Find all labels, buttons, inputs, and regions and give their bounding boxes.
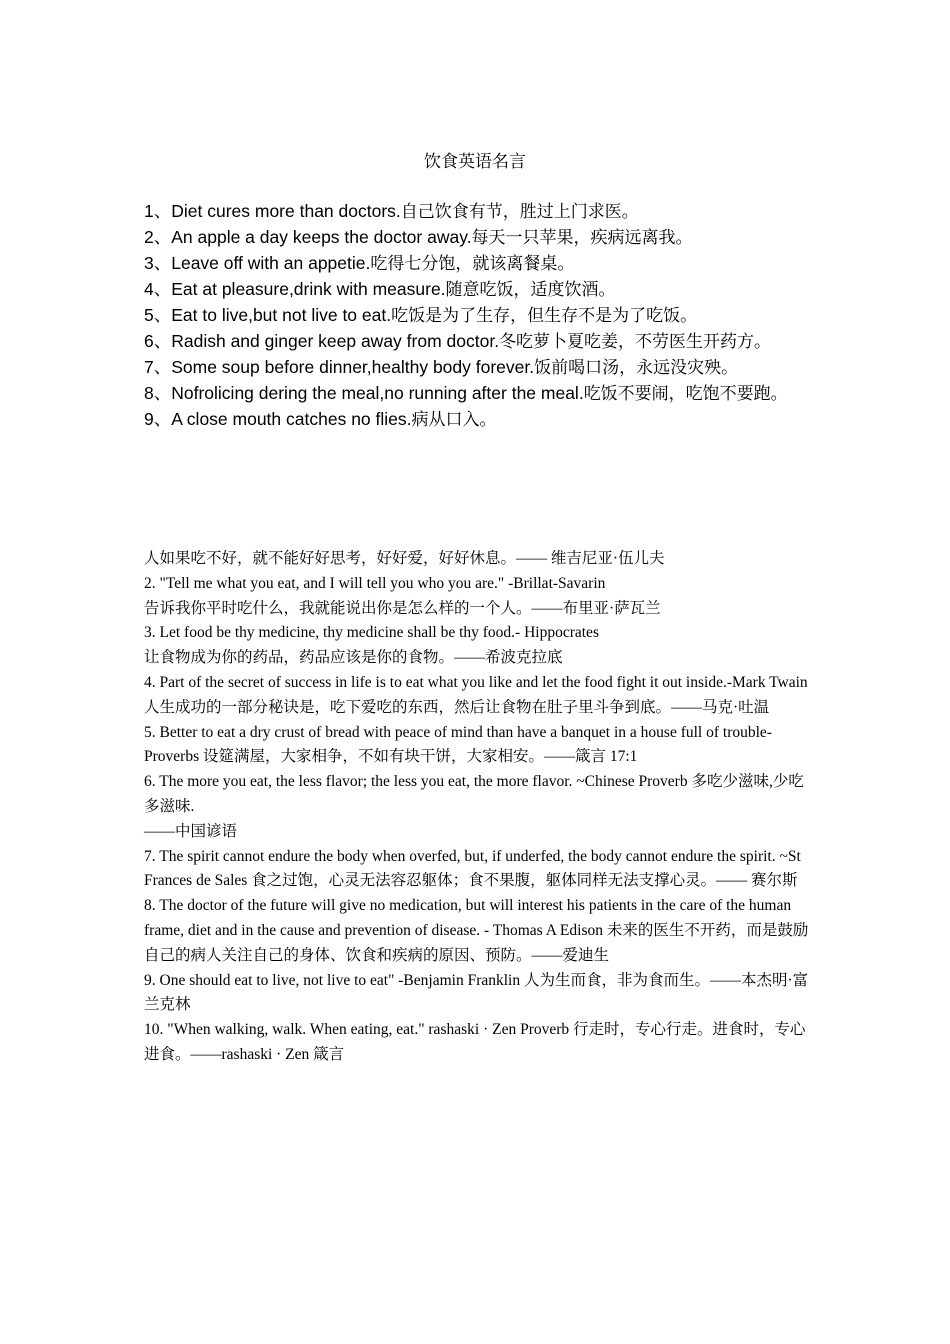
saying-item	[144, 277, 824, 303]
saying-chinese: 每天一只苹果，疾病远离我。	[471, 228, 693, 248]
saying-item	[144, 199, 824, 225]
saying-item	[144, 381, 824, 407]
saying-chinese: 病从口入。	[411, 410, 497, 430]
saying-chinese: 随意吃饭，适度饮酒。	[445, 280, 616, 300]
saying-item	[144, 225, 824, 251]
saying-english: 1、Diet cures more than doctors.	[144, 201, 401, 221]
saying-chinese: 吃得七分饱，就该离餐桌。	[370, 254, 575, 274]
saying-english: 7、Some soup before dinner,healthy body forever.	[144, 357, 535, 377]
saying-item	[144, 329, 824, 355]
saying-chinese: 吃饭不要闹，吃饱不要跑。	[583, 384, 788, 404]
document-title: 饮食英语名言	[424, 152, 526, 172]
quote-paragraph: 7. The spirit cannot endure the body when overfed, but, if underfed, the body cannot endure the spirit. ~St Frances de Sales 食之过饱，心灵无法容忍躯体；食不果腹，躯体同样无法支撑心灵。—— 赛尔斯	[144, 847, 801, 890]
saying-chinese: 冬吃萝卜夏吃姜，不劳医生开药方。	[499, 332, 772, 352]
quote-paragraph: ——中国谚语	[144, 822, 238, 840]
saying-item	[144, 355, 824, 381]
saying-english: 3、Leave off with an appetie.	[144, 253, 371, 273]
saying-item	[144, 407, 824, 433]
saying-chinese: 自己饮食有节，胜过上门求医。	[400, 202, 639, 222]
quote-paragraph: 10. "When walking, walk. When eating, eat." rashaski · Zen Proverb 行走时，专心行走。进食时，专心进食。——rashaski · Zen 箴言	[144, 1021, 806, 1063]
saying-item	[144, 303, 824, 329]
quote-paragraph: 让食物成为你的药品，药品应该是你的食物。——希波克拉底	[144, 649, 563, 667]
quote-paragraph: 5. Better to eat a dry crust of bread with peace of mind than have a banquet in a house full of trouble-Proverbs 设筵满屋，大家相争，不如有块干饼，大家相安。——箴言 17:1	[144, 723, 772, 766]
saying-english: 8、Nofrolicing dering the meal,no running after the meal.	[144, 383, 584, 403]
quote-paragraph: 2. "Tell me what you eat, and I will tell you who you are." -Brillat-Savarin	[144, 574, 606, 592]
saying-english: 9、A close mouth catches no flies.	[144, 409, 412, 429]
sayings-list	[144, 199, 824, 433]
saying-chinese: 饭前喝口汤，永远没灾殃。	[534, 358, 739, 378]
quote-paragraph: 人如果吃不好，就不能好好思考，好好爱，好好休息。—— 维吉尼亚·伍儿夫	[144, 550, 665, 567]
quote-paragraph: 9. One should eat to live, not live to eat" -Benjamin Franklin 人为生而食，非为食而生。——本杰明·富兰克林	[144, 971, 809, 1014]
saying-english: 6、Radish and ginger keep away from doctor.	[144, 331, 500, 351]
quote-paragraph: 6. The more you eat, the less flavor; the less you eat, the more flavor. ~Chinese Proverb 多吃少滋味,少吃多滋味.	[144, 773, 804, 815]
saying-english: 2、An apple a day keeps the doctor away.	[144, 227, 472, 247]
quote-paragraph: 3. Let food be thy medicine, thy medicine shall be thy food.- Hippocrates	[144, 624, 599, 642]
quote-paragraph: 4. Part of the secret of success in life is to eat what you like and let the food fight it out inside.-Mark Twain 人生成功的一部分秘诀是，吃下爱吃的东西，然后让食物在肚子里斗争到底。——马克·吐温	[144, 673, 808, 716]
saying-english: 4、Eat at pleasure,drink with measure.	[144, 279, 446, 299]
quote-paragraph: 告诉我你平时吃什么，我就能说出你是怎么样的一个人。——布里亚·萨瓦兰	[144, 599, 661, 617]
quotes-section	[144, 547, 816, 1068]
saying-english: 5、Eat to live,but not live to eat.	[144, 305, 392, 325]
quote-paragraph: 8. The doctor of the future will give no medication, but will interest his patients in the care of the human frame, diet and in the cause and prevention of disease. - Thomas A Edison 未来的医生不开药，而是鼓励自己的病人关注自己的身体、饮食和疾病的原因、预防。——爱迪生	[144, 897, 809, 964]
saying-item	[144, 251, 824, 277]
saying-chinese: 吃饭是为了生存，但生存不是为了吃饭。	[391, 306, 698, 326]
